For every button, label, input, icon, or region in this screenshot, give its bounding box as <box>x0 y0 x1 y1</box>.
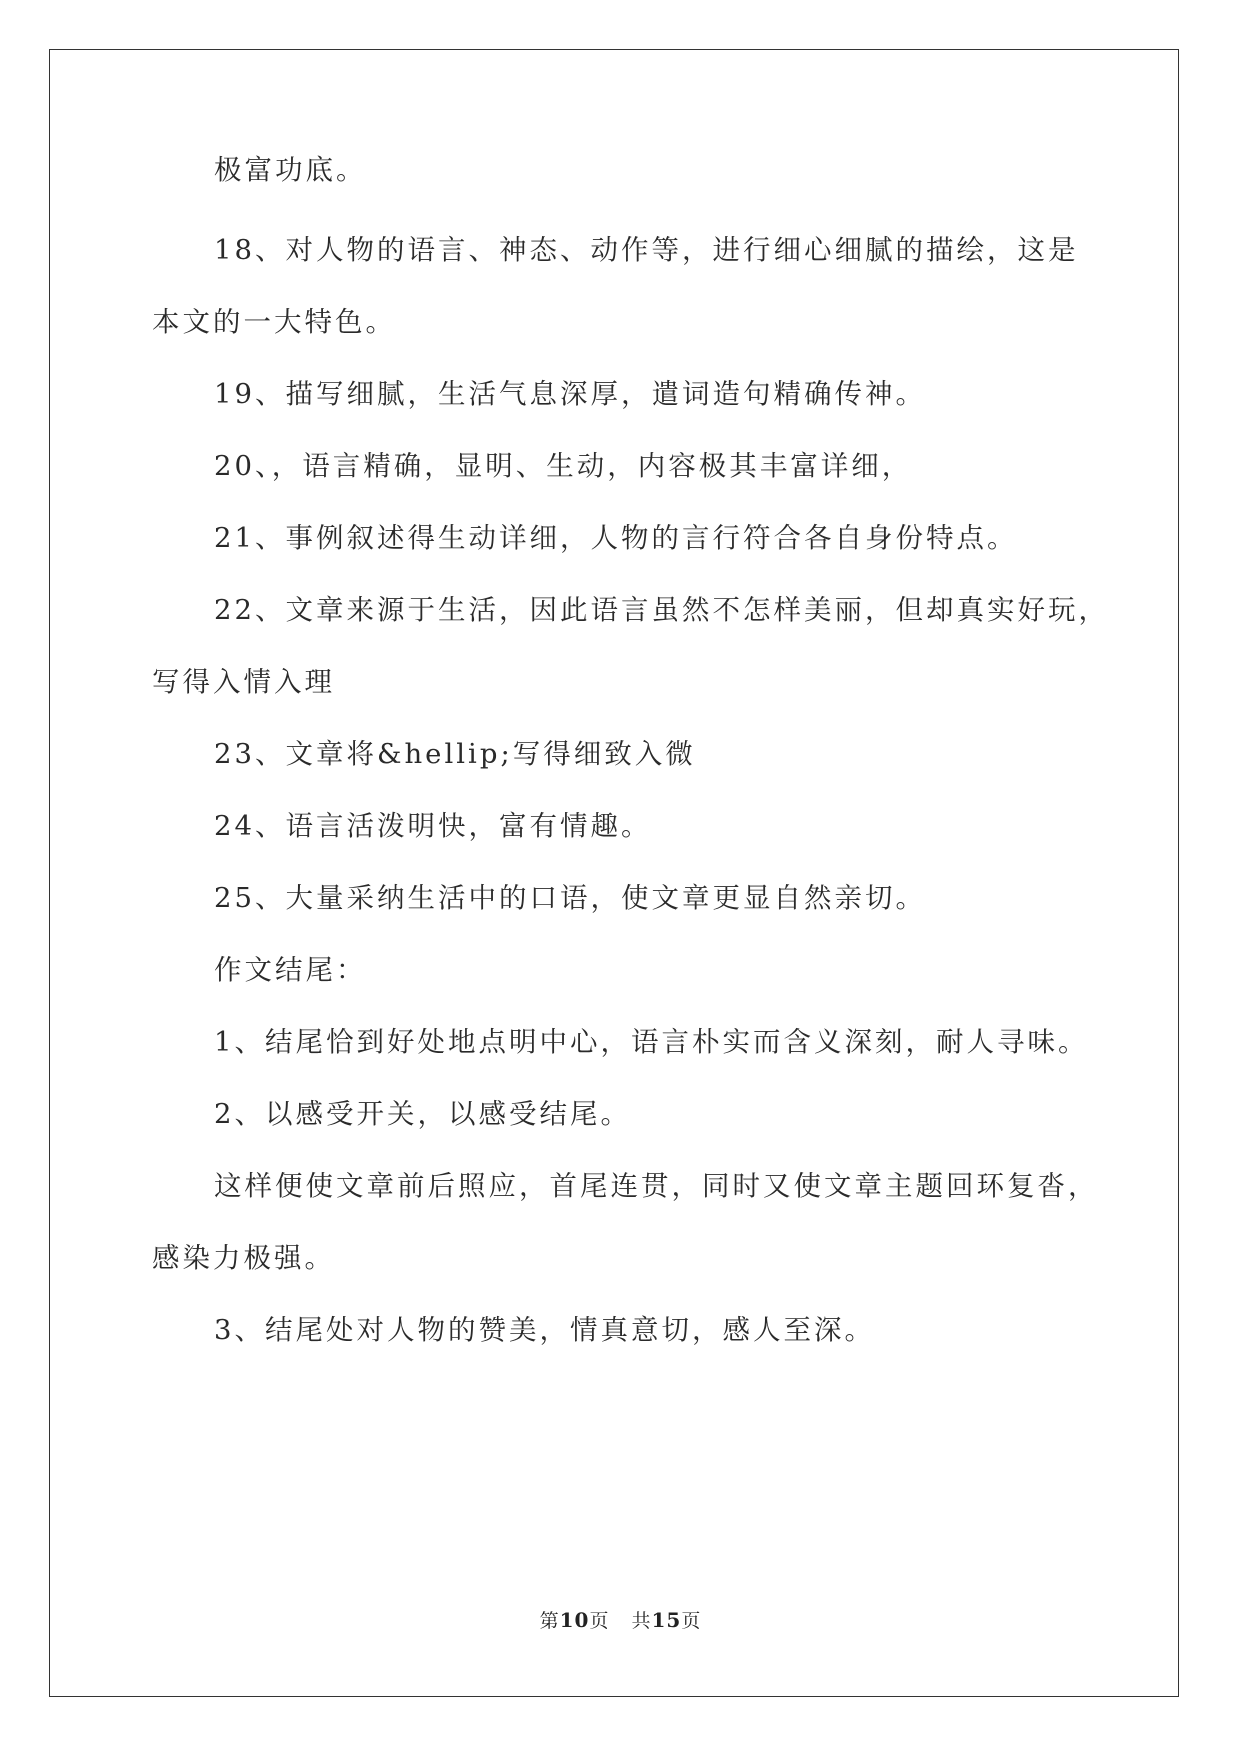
paragraph-line: 写得入情入理 <box>152 666 335 698</box>
paragraph-line: 1、结尾恰到好处地点明中心，语言朴实而含义深刻，耐人寻味。 <box>214 1026 1089 1058</box>
paragraph-line: 25、大量采纳生活中的口语，使文章更显自然亲切。 <box>214 882 926 914</box>
paragraph-line: 21、事例叙述得生动详细，人物的言行符合各自身份特点。 <box>214 522 1018 554</box>
total-prefix: 共 <box>631 1610 652 1632</box>
page-prefix: 第 <box>539 1610 560 1632</box>
current-page-number: 10 <box>559 1608 590 1632</box>
paragraph-line: 18、对人物的语言、神态、动作等，进行细心细腻的描绘，这是 <box>214 234 1079 266</box>
paragraph-line: 2、以感受开关，以感受结尾。 <box>214 1098 631 1130</box>
paragraph-line: 22、文章来源于生活，因此语言虽然不怎样美丽，但却真实好玩， <box>214 594 1109 626</box>
paragraph-line: 23、文章将&hellip;写得细致入微 <box>214 738 696 770</box>
paragraph-line: 这样便使文章前后照应，首尾连贯，同时又使文章主题回环复沓， <box>214 1170 1099 1202</box>
page-number-footer <box>0 1606 1241 1633</box>
paragraph-line: 3、结尾处对人物的赞美，情真意切，感人至深。 <box>214 1314 875 1346</box>
paragraph-line: 24、语言活泼明快，富有情趣。 <box>214 810 652 842</box>
page-suffix: 页 <box>589 1610 610 1632</box>
paragraph-line: 19、描写细腻，生活气息深厚，遣词造句精确传神。 <box>214 378 926 410</box>
paragraph-line: 20、，语言精确，显明、生动，内容极其丰富详细， <box>214 450 913 482</box>
page-border <box>49 49 1179 1697</box>
section-heading: 作文结尾： <box>214 954 367 986</box>
total-page-count: 15 <box>651 1608 682 1632</box>
paragraph-line: 极富功底。 <box>214 154 367 186</box>
paragraph-line: 本文的一大特色。 <box>152 306 396 338</box>
total-suffix: 页 <box>681 1610 702 1632</box>
paragraph-line: 感染力极强。 <box>152 1242 335 1274</box>
